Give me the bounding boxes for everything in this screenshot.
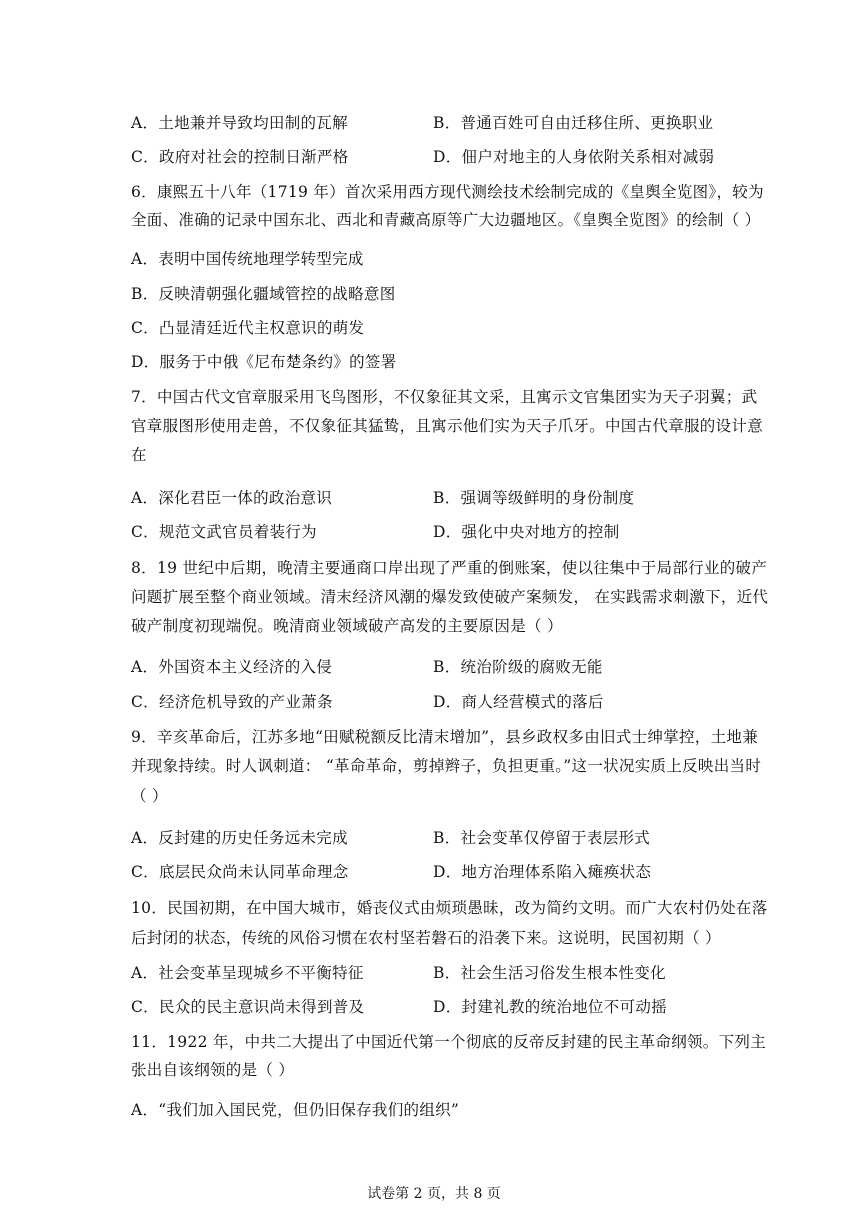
q10-option-a: A．社会变革呈现城乡不平衡特征: [131, 964, 364, 982]
q7-option-b: B．强调等级鲜明的身份制度: [433, 489, 635, 507]
q9-stem-line3: （ ）: [131, 787, 168, 805]
q6-option-c: C．凸显清廷近代主权意识的萌发: [131, 319, 365, 337]
q8-option-c: C．经济危机导致的产业萧条: [131, 693, 333, 711]
q8-stem-line3: 破产制度初现端倪。晚清商业领域破产高发的主要原因是（ ）: [131, 617, 563, 635]
q6-stem-line2: 全面、准确的记录中国东北、西北和青藏高原等广大边疆地区。《皇舆全览图》的绘制（ ）: [131, 211, 761, 229]
q11-stem-line1: 11．1922 年，中共二大提出了中国近代第一个彻底的反帝反封建的民主革命纲领。下列主: [131, 1033, 766, 1051]
q7-option-c: C．规范文武官员着装行为: [131, 523, 317, 541]
page-footer: 试卷第 2 页，共 8 页: [367, 1186, 501, 1202]
q6-option-b: B．反映清朝强化疆域管控的战略意图: [131, 285, 396, 303]
q8-stem-line2: 问题扩展至整个商业领域。清末经济风潮的爆发致使破产案频发， 在实践需求刺激下，近代: [131, 588, 769, 606]
q6-option-a: A．表明中国传统地理学转型完成: [131, 250, 364, 268]
q7-option-a: A．深化君臣一体的政治意识: [131, 489, 333, 507]
q9-option-c: C．底层民众尚未认同革命理念: [131, 863, 349, 881]
q10-option-b: B．社会生活习俗发生根本性变化: [433, 964, 666, 982]
q8-stem-line1: 8．19 世纪中后期，晚清主要通商口岸出现了严重的倒账案，使以往集中于局部行业的破产: [131, 559, 768, 577]
q6-option-d: D．服务于中俄《尼布楚条约》的签署: [131, 353, 397, 371]
q8-option-d: D．商人经营模式的落后: [433, 693, 604, 711]
q7-stem-line3: 在: [131, 446, 147, 464]
q10-option-c: C．民众的民主意识尚未得到普及: [131, 998, 365, 1016]
q8-option-a: A．外国资本主义经济的入侵: [131, 658, 333, 676]
q10-option-d: D．封建礼教的统治地位不可动摇: [433, 998, 667, 1016]
q8-option-b: B．统治阶级的腐败无能: [433, 658, 603, 676]
q5-option-c: C．政府对社会的控制日渐严格: [131, 148, 349, 166]
q7-stem-line2: 官章服图形使用走兽，不仅象征其猛鸷，且寓示他们实为天子爪牙。中国古代章服的设计意: [131, 417, 764, 435]
q10-stem-line1: 10．民国初期，在中国大城市，婚丧仪式由烦琐愚昧，改为简约文明。而广大农村仍处在落: [131, 899, 768, 917]
q9-stem-line1: 9．辛亥革命后，江苏多地“田赋税额反比清末增加”，县乡政权多由旧式士绅掌控，土地兼: [131, 728, 759, 746]
q5-option-a: A．土地兼并导致均田制的瓦解: [131, 114, 348, 132]
q9-option-b: B．社会变革仅停留于表层形式: [433, 829, 651, 847]
q9-stem-line2: 并现象持续。时人讽刺道： “革命革命，剪掉辫子，负担更重。”这一状况实质上反映出当时: [131, 757, 762, 775]
q5-option-d: D．佃户对地主的人身依附关系相对减弱: [433, 148, 715, 166]
q7-option-d: D．强化中央对地方的控制: [433, 523, 620, 541]
q5-option-b: B．普通百姓可自由迁移住所、更换职业: [433, 114, 714, 132]
q11-option-a: A．“我们加入国民党，但仍旧保存我们的组织”: [131, 1101, 460, 1119]
q6-stem-line1: 6．康熙五十八年（1719 年）首次采用西方现代测绘技术绘制完成的《皇舆全览图》，较为: [131, 183, 764, 201]
q9-option-d: D．地方治理体系陷入瘫痪状态: [433, 863, 652, 881]
q9-option-a: A．反封建的历史任务远未完成: [131, 829, 348, 847]
q11-stem-line2: 张出自该纲领的是（ ）: [131, 1061, 295, 1079]
q7-stem-line1: 7．中国古代文官章服采用飞鸟图形，不仅象征其文采，且寓示文官集团实为天子羽翼；武: [131, 388, 758, 406]
q10-stem-line2: 后封闭的状态，传统的风俗习惯在农村坚若磐石的沿袭下来。这说明，民国初期（ ）: [131, 929, 721, 947]
